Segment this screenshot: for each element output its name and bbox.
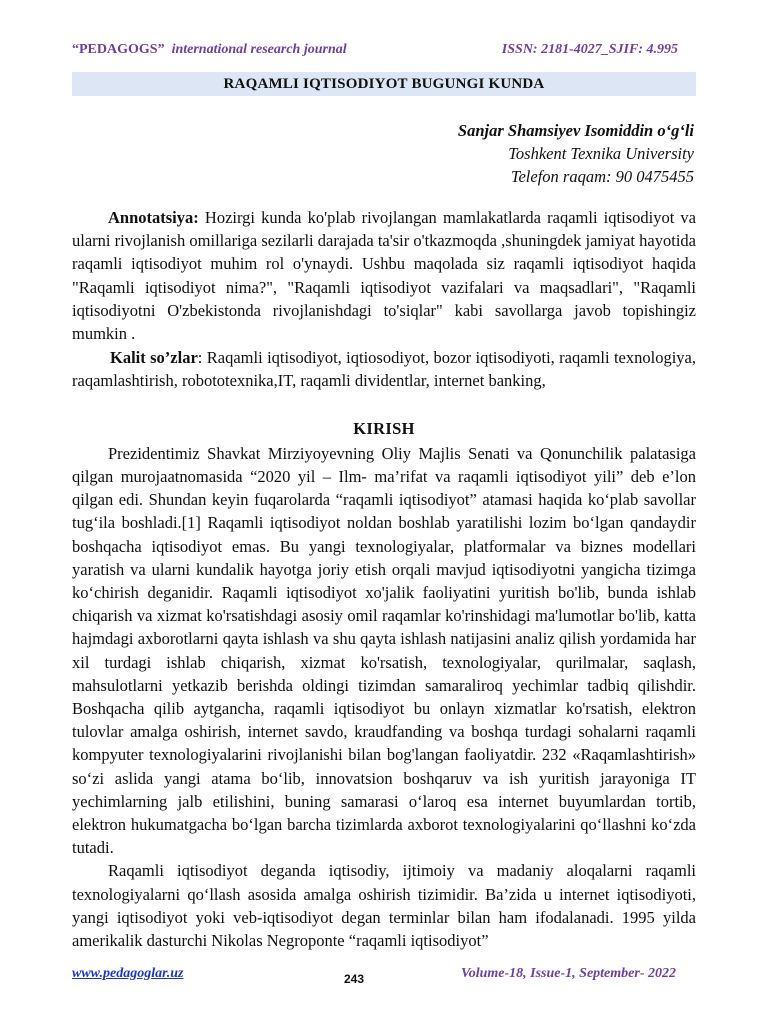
journal-subtitle: international research journal (171, 42, 347, 57)
journal-website-link[interactable]: www.pedagoglar.uz (72, 966, 184, 981)
keywords-text: : Raqamli iqtisodiyot, iqtiosodiyot, bozor iqtisodiyoti, raqamli texnologiya, raqamlashtirish, robototexnika,IT, raqamli dividentlar, internet banking, (72, 348, 696, 391)
keywords-label: Kalit so’zlar (110, 348, 198, 368)
page-footer (72, 966, 696, 990)
journal-brand: “PEDAGOGS” (72, 42, 165, 57)
volume-issue: Volume-18, Issue-1, September- 2022 (460, 966, 676, 981)
article-title: RAQAMLI IQTISODIYOT BUGUNGI KUNDA (72, 72, 696, 96)
abstract-label: Annotatsiya: (108, 208, 199, 227)
intro-paragraph-1: Prezidentimiz Shavkat Mirziyoyevning Oliy Majlis Senati va Qonunchilik palatasiga qilgan murojaatnomasida “2020 yil – Ilm- ma’rifat va raqamli iqtisodiyot yili” deb e’lon qilgan edi. Shundan keyin fuqarolarda “raqamli iqtisodiyot” atamasi haqida ko‘plab savollar tug‘ila boshladi.[1] Raqamli iqtisodiyot noldan boshlab yaratilishi lozim bo‘lgan qandaydir boshqacha iqtisodiyot emas. Bu yangi texnologiyalar, platformalar va biznes modellari yaratish va ularni kundalik hayotga joriy etish orqali mavjud iqtisodiyotni yangicha tizimga ko‘chirish deganidir. Raqamli iqtisodiyot xo'jalik faoliyatini yuritish bo'lib, bunda ishlab chiqarish va xizmat ko'rsatishdagi asosiy omil raqamlar ko'rinshidagi ma'lumotlar bo'lib, katta hajmdagi axborotlarni qayta ishlash va shu qayta ishlash natijasini analiz qilish yordamida har xil turdagi ishlab chiqarish, xizmat ko'rsatish, texnologiyalar, qurilmalar, saqlash, mahsulotlarni yetkazib berishda oldingi tizimdan samaraliroq yechimlar tadbiq qilishdir. Boshqacha qilib aytgancha, raqamli iqtisodiyot bu onlayn xizmatlar ko'rsatish, elektron tulovlar amalga oshirish, internet savdo, kraudfanding va boshqa turdagi sohalarni raqamli kompyuter texnologiyalarini rivojlanishi bilan bog'langan faoliyatdir. 232 «Raqamlashtirish» so‘zi aslida yangi atama bo‘lib, innovatsion boshqaruv va ish yuritish jarayoniga IT yechimlarning jalb etilishini, buning samarasi o‘laroq esa internet buyumlardan tortib, elektron hukumatgacha bo‘lgan barcha tizimlarda axborot texnologiyalarini qo‘llashni ko‘zda tutadi. (72, 443, 696, 858)
author-name: Sanjar Shamsiyev Isomiddin o‘g‘li (457, 121, 694, 140)
journal-name (72, 42, 347, 57)
keywords-paragraph (72, 346, 696, 392)
issn-sjif: ISSN: 2181-4027_SJIF: 4.995 (501, 42, 678, 57)
author-affiliation: Toshkent Texnika University (508, 144, 694, 163)
journal-header (72, 42, 698, 58)
intro-paragraph-2: Raqamli iqtisodiyot deganda iqtisodiy, ijtimoiy va madaniy aloqalarni raqamli texnologiyalarni qo‘llash asosida amalga oshirish tizimidir. Ba’zida u internet iqtisodiyoti, yangi iqtisodiyot yoki veb-iqtisodiyot degan terminlar bilan ham ifodalanadi. 1995 yilda amerikalik dasturchi Nikolas Negroponte “raqamli iqtisodiyot” (72, 861, 696, 951)
section-heading-kirish: KIRISH (353, 418, 415, 438)
abstract-paragraph (72, 206, 696, 345)
article-body (72, 206, 696, 952)
page-number: 243 (344, 972, 365, 986)
author-block (458, 119, 694, 188)
author-phone: Telefon raqam: 90 0475455 (510, 167, 694, 186)
abstract-text: Hozirgi kunda ko'plab rivojlangan mamlakatlarda raqamli iqtisodiyot va ularni rivojlanish omillariga sezilarli darajada ta'sir o'tkazmoqda ,shuningdek jamiyat hayotida raqamli iqtisodiyot muhim rol o'ynaydi. Ushbu maqolada siz raqamli iqtisodiyot haqida "Raqamli iqtisodiyot nima?", "Raqamli iqtisodiyot vazifalari va maqsadlari", "Raqamli iqtisodiyotni O'zbekistonda rivojlanishdagi to'siqlar" kabi savollarga javob topishingiz mumkin . (72, 208, 696, 344)
